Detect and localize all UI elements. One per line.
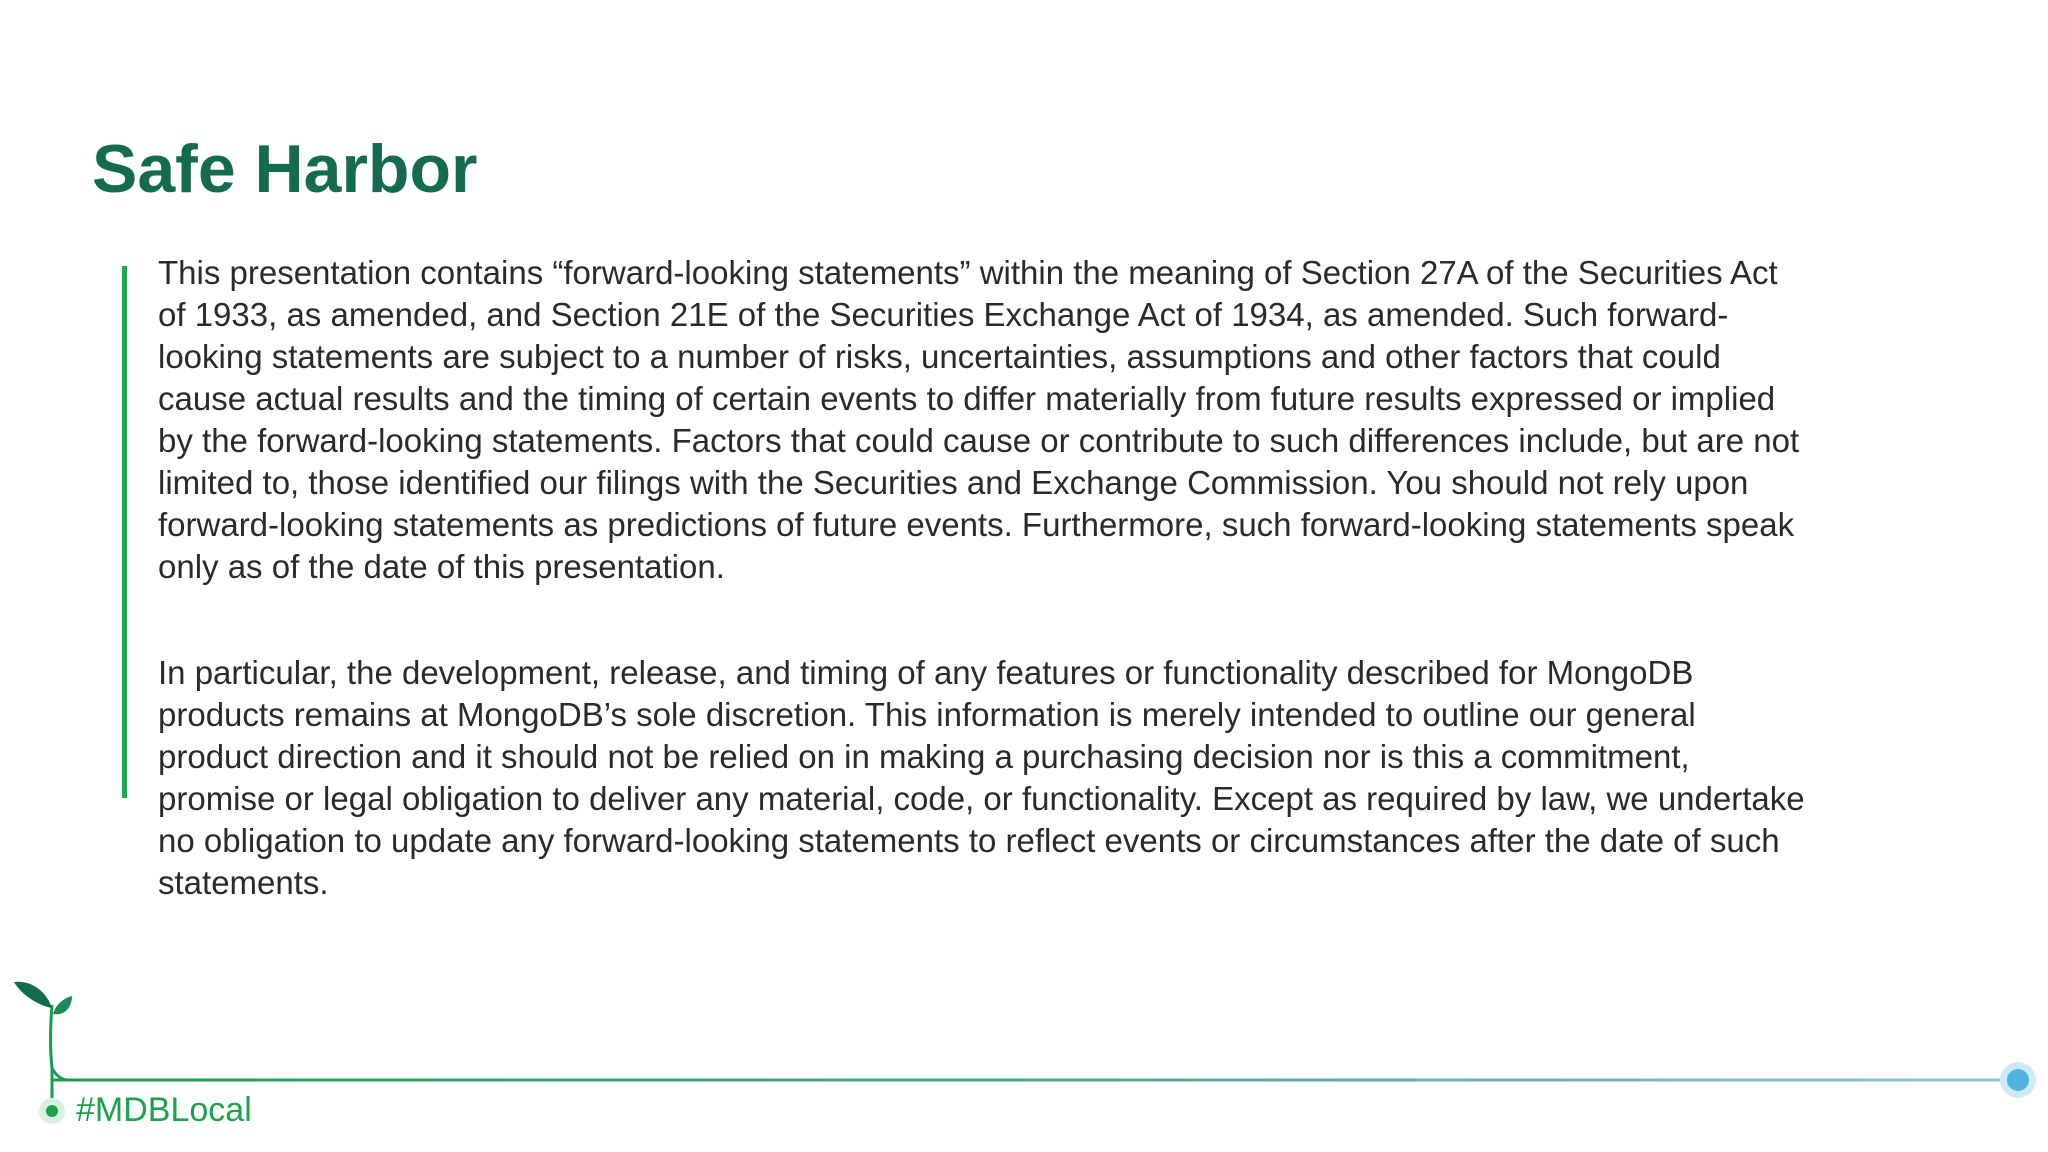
text-line: limited to, those identified our filings with the Securities and Exchange Commission. You should not rely upon <box>158 464 1749 501</box>
text-line: forward-looking statements as predictions of future events. Furthermore, such forward-looking statements speak <box>158 506 1795 543</box>
text-line: cause actual results and the timing of certain events to differ materially from future results expressed or implied <box>158 380 1776 417</box>
slide-title: Safe Harbor <box>92 131 478 207</box>
text-line: of 1933, as amended, and Section 21E of the Securities Exchange Act of 1934, as amended. Such forward- <box>158 296 1729 333</box>
text-line: only as of the date of this presentation. <box>158 548 725 585</box>
text-line: promise or legal obligation to deliver any material, code, or functionality. Except as required by law, we undertake <box>158 780 1805 817</box>
text-line: product direction and it should not be relied on in making a purchasing decision nor is this a commitment, <box>158 738 1690 775</box>
text-line: products remains at MongoDB’s sole discretion. This information is merely intended to outline our general <box>158 696 1696 733</box>
text-line: looking statements are subject to a number of risks, uncertainties, assumptions and other factors that could <box>158 338 1721 375</box>
text-line: In particular, the development, release, and timing of any features or functionality described for MongoDB <box>158 654 1694 691</box>
sprout-leaf-icon <box>14 982 72 1080</box>
start-dot-icon <box>39 1098 65 1124</box>
footer-line <box>52 1068 2016 1080</box>
text-line: This presentation contains “forward-looking statements” within the meaning of Section 27A of the Securities Act <box>158 254 1778 291</box>
hashtag-label: #MDBLocal <box>76 1091 252 1129</box>
end-dot-icon <box>2000 1062 2036 1098</box>
text-line: statements. <box>158 864 329 901</box>
text-line: no obligation to update any forward-looking statements to reflect events or circumstances after the date of such <box>158 822 1780 859</box>
text-line: by the forward-looking statements. Factors that could cause or contribute to such differences include, but are not <box>158 422 1800 459</box>
